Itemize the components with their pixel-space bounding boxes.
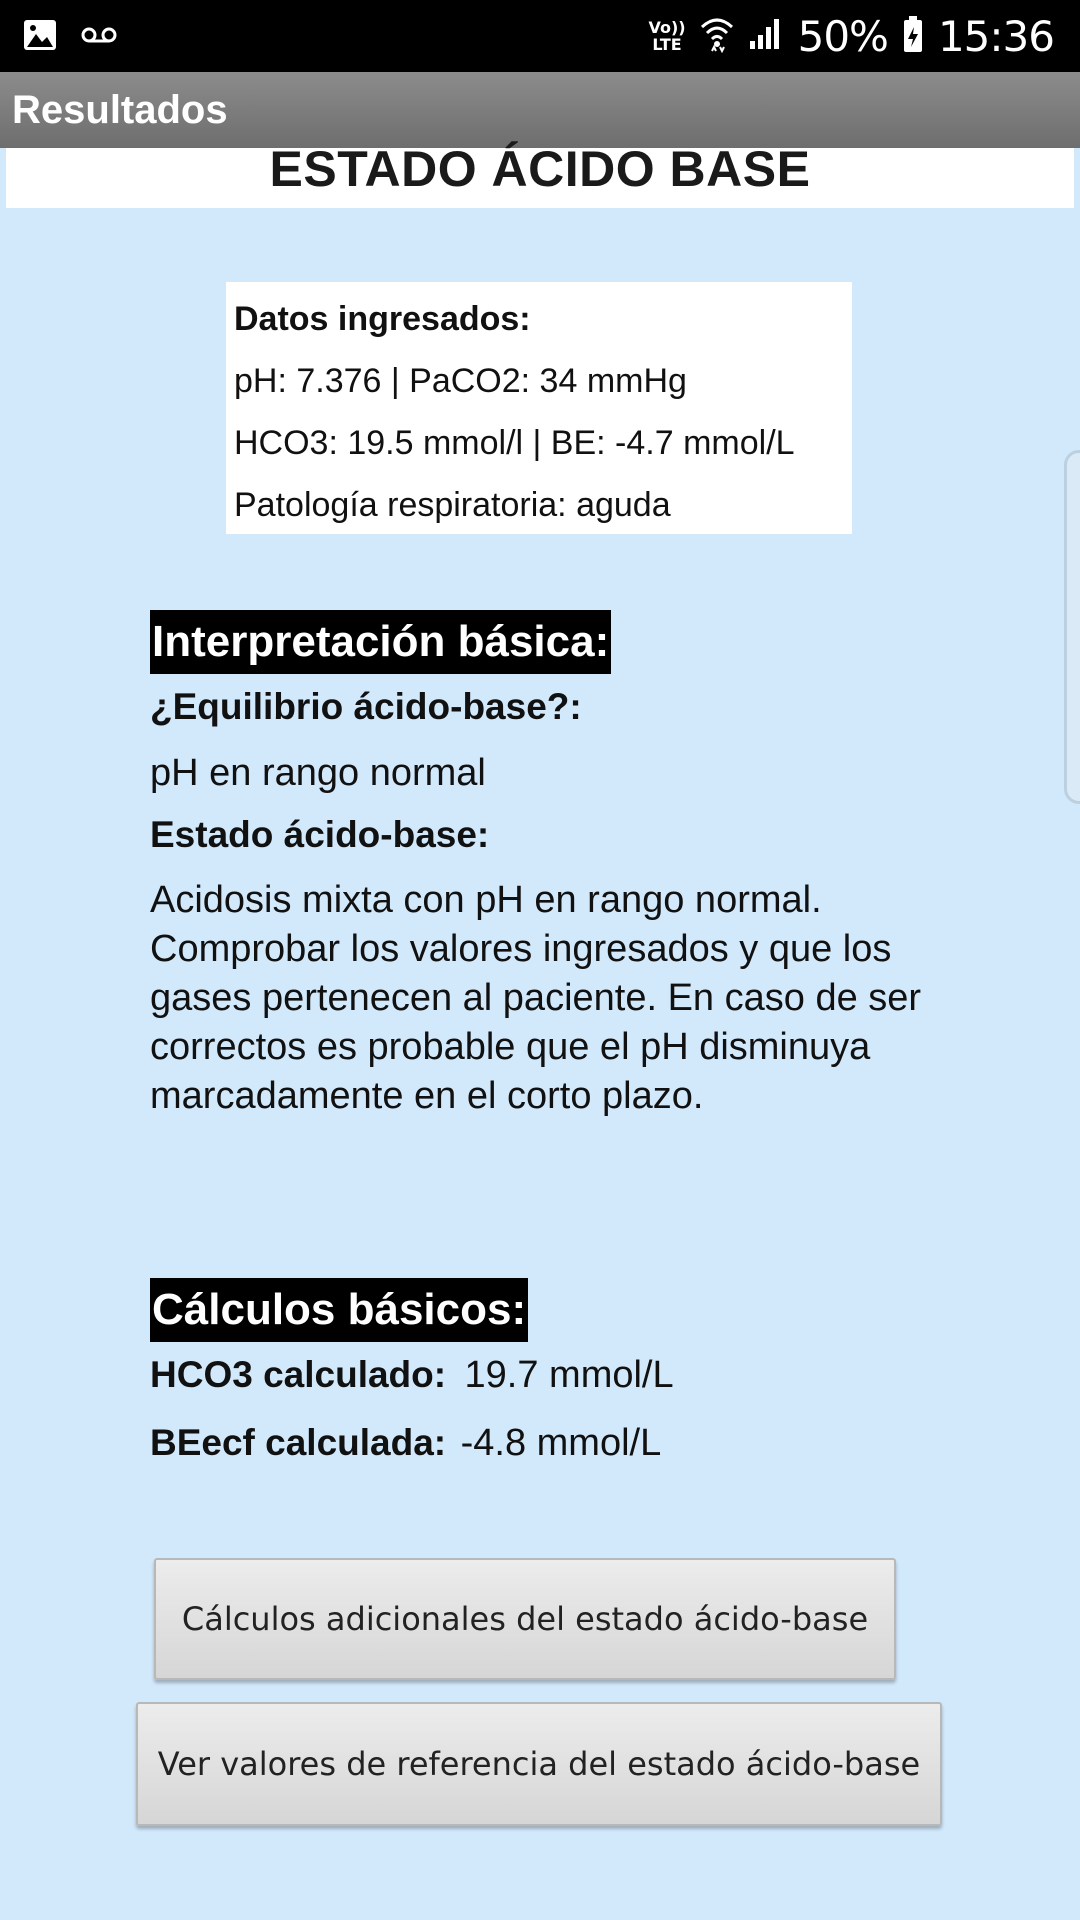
volte-indicator: Vo)) LTE [648,18,686,54]
action-bar-title: Resultados [12,88,228,132]
status-bar [0,0,1080,72]
beecf-row [150,1422,950,1482]
action-bar [0,72,1080,148]
hco3-value: 19.7 mmol/L [464,1354,674,1396]
voicemail-icon [80,26,118,48]
beecf-label: BEecf calculada: [150,1422,447,1463]
hco3-row [150,1354,950,1422]
hco3-label: HCO3 calculado: [150,1354,447,1395]
battery-percent: 50% [797,11,888,61]
entered-data-line-2: HCO3: 19.5 mmol/l | BE: -4.7 mmol/L [234,424,795,462]
heading-strip [6,141,1074,208]
entered-data-box [226,282,852,534]
clock: 15:36 [937,11,1054,61]
edge-panel-handle[interactable] [1064,450,1080,804]
gallery-icon [22,18,58,56]
reference-values-button[interactable]: Ver valores de referencia del estado ácido-base [136,1702,942,1826]
entered-data-line-3: Patología respiratoria: aguda [234,486,671,524]
acid-base-state-label: Estado ácido-base: [150,814,490,855]
interpretation-title: Interpretación básica: [150,610,611,674]
wifi-icon [700,15,734,57]
signal-icon [748,17,784,55]
beecf-value: -4.8 mmol/L [460,1422,662,1464]
additional-calculations-button[interactable]: Cálculos adicionales del estado ácido-base [154,1558,896,1680]
calculations-title: Cálculos básicos: [150,1278,528,1342]
entered-data-line-1: pH: 7.376 | PaCO2: 34 mmHg [234,362,687,400]
interpretation-section [150,610,950,1121]
equilibrium-label: ¿Equilibrio ácido-base?: [150,686,582,727]
battery-icon [902,15,924,57]
entered-data-heading: Datos ingresados: [234,300,531,338]
calculations-section [150,1278,950,1482]
page-title: ESTADO ÁCIDO BASE [269,141,811,197]
equilibrium-value: pH en rango normal [150,752,486,794]
acid-base-state-value: Acidosis mixta con pH en rango normal. Comprobar los valores ingresados y que los gases pertenecen al paciente. En caso de ser correctos es probable que el pH disminuya marcadamente en el corto plazo. [150,879,922,1117]
